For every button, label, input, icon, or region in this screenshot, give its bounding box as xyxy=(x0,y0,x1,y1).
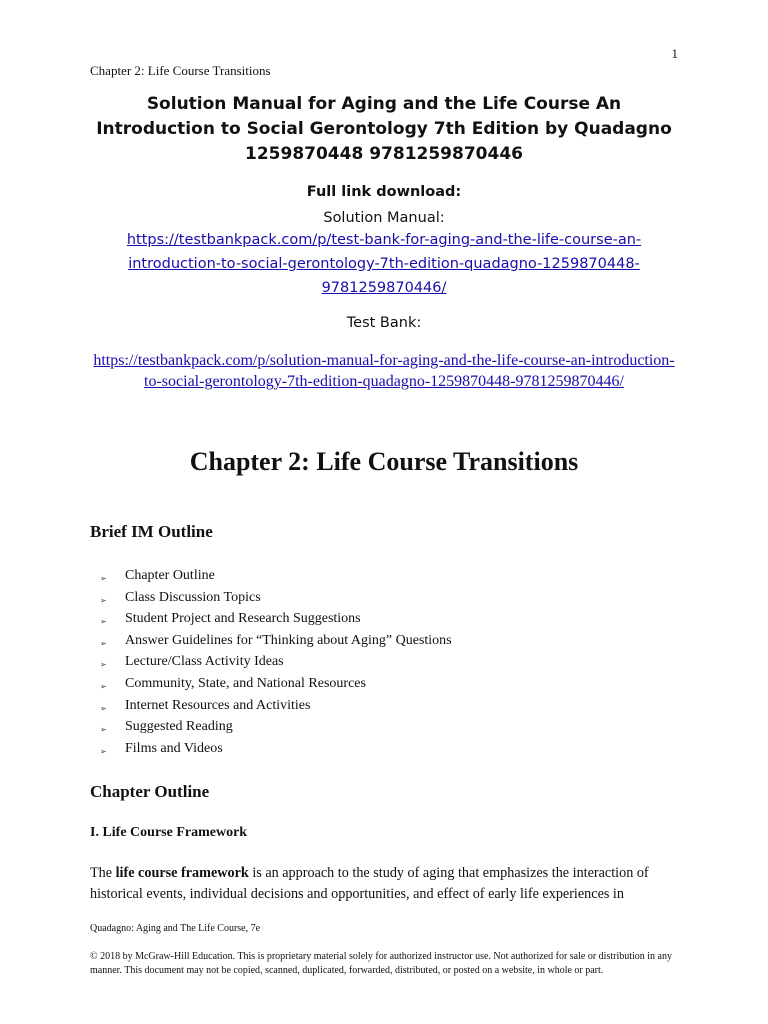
bullet-icon: ➢ xyxy=(100,574,107,583)
list-item xyxy=(100,630,452,652)
section-heading: I. Life Course Framework xyxy=(90,825,248,840)
list-item-text: Films and Videos xyxy=(125,740,223,756)
page-number: 1 xyxy=(671,46,678,61)
list-item-text: Suggested Reading xyxy=(125,719,233,735)
list-item xyxy=(100,651,452,673)
list-item xyxy=(100,738,452,760)
solution-manual-link[interactable]: https://testbankpack.com/p/test-bank-for-aging-and-the-life-course-an-introduction-to-social-gerontology-7th-edition-quadagno-1259870448-9781259870446/ xyxy=(126,232,642,296)
bullet-icon: ➢ xyxy=(100,595,107,605)
footer-source: Quadagno: Aging and The Life Course, 7e xyxy=(90,923,261,934)
bullet-icon: ➢ xyxy=(100,681,107,691)
list-item xyxy=(100,608,452,630)
footer-copyright: © 2018 by McGraw-Hill Education. This is proprietary material solely for authorized instructor use. Not authorized for sale or distribution in any manner. This document may not be copied, scanned, duplicated, forwarded, distributed, or posted on a website, in whole or part. xyxy=(90,951,672,976)
bullet-icon: ➢ xyxy=(100,703,107,713)
bullet-icon: ➢ xyxy=(100,660,107,670)
list-item xyxy=(100,716,452,738)
full-link-label: Full link download: xyxy=(306,184,462,200)
list-item-text: Community, State, and National Resources xyxy=(125,675,366,691)
title-block xyxy=(90,92,678,331)
list-item xyxy=(100,587,452,609)
list-item-text: Answer Guidelines for “Thinking about Aging” Questions xyxy=(125,632,452,648)
list-item-text: Chapter Outline xyxy=(125,568,215,583)
bullet-icon: ➢ xyxy=(100,617,107,627)
list-item-text: Lecture/Class Activity Ideas xyxy=(125,654,284,670)
bullet-icon: ➢ xyxy=(100,725,107,735)
para-rest: is an approach to the study of aging that emphasizes the interaction of historical events, individual decisions and opportunities, and effect of early life experiences in xyxy=(90,865,649,902)
list-item xyxy=(100,565,452,587)
para-prefix: The xyxy=(90,865,116,881)
list-item xyxy=(100,695,452,717)
list-item-text: Class Discussion Topics xyxy=(125,589,261,605)
list-item-text: Internet Resources and Activities xyxy=(125,697,311,713)
test-bank-link[interactable]: https://testbankpack.com/p/solution-manual-for-aging-and-the-life-course-an-introduction-to-social-gerontology-7th-edition-quadagno-1259870448-9781259870446/ xyxy=(93,352,675,390)
brief-outline-heading: Brief IM Outline xyxy=(90,522,213,541)
brief-outline-list xyxy=(100,565,452,759)
list-item-text: Student Project and Research Suggestions xyxy=(125,611,361,627)
chapter-outline-heading: Chapter Outline xyxy=(90,782,210,801)
list-item xyxy=(100,673,452,695)
body-paragraph xyxy=(90,863,680,905)
key-term: life course framework xyxy=(115,865,249,881)
solution-manual-label: Solution Manual: xyxy=(323,210,445,226)
bullet-icon: ➢ xyxy=(100,746,107,756)
running-head: Chapter 2: Life Course Transitions xyxy=(90,63,271,78)
document-title: Solution Manual for Aging and the Life Course An Introduction to Social Gerontology 7th Edition by Quadagno 1259870448 9781259870446 xyxy=(96,94,672,164)
bullet-icon: ➢ xyxy=(100,638,107,648)
chapter-heading: Chapter 2: Life Course Transitions xyxy=(189,447,579,476)
test-bank-label: Test Bank: xyxy=(346,315,422,331)
